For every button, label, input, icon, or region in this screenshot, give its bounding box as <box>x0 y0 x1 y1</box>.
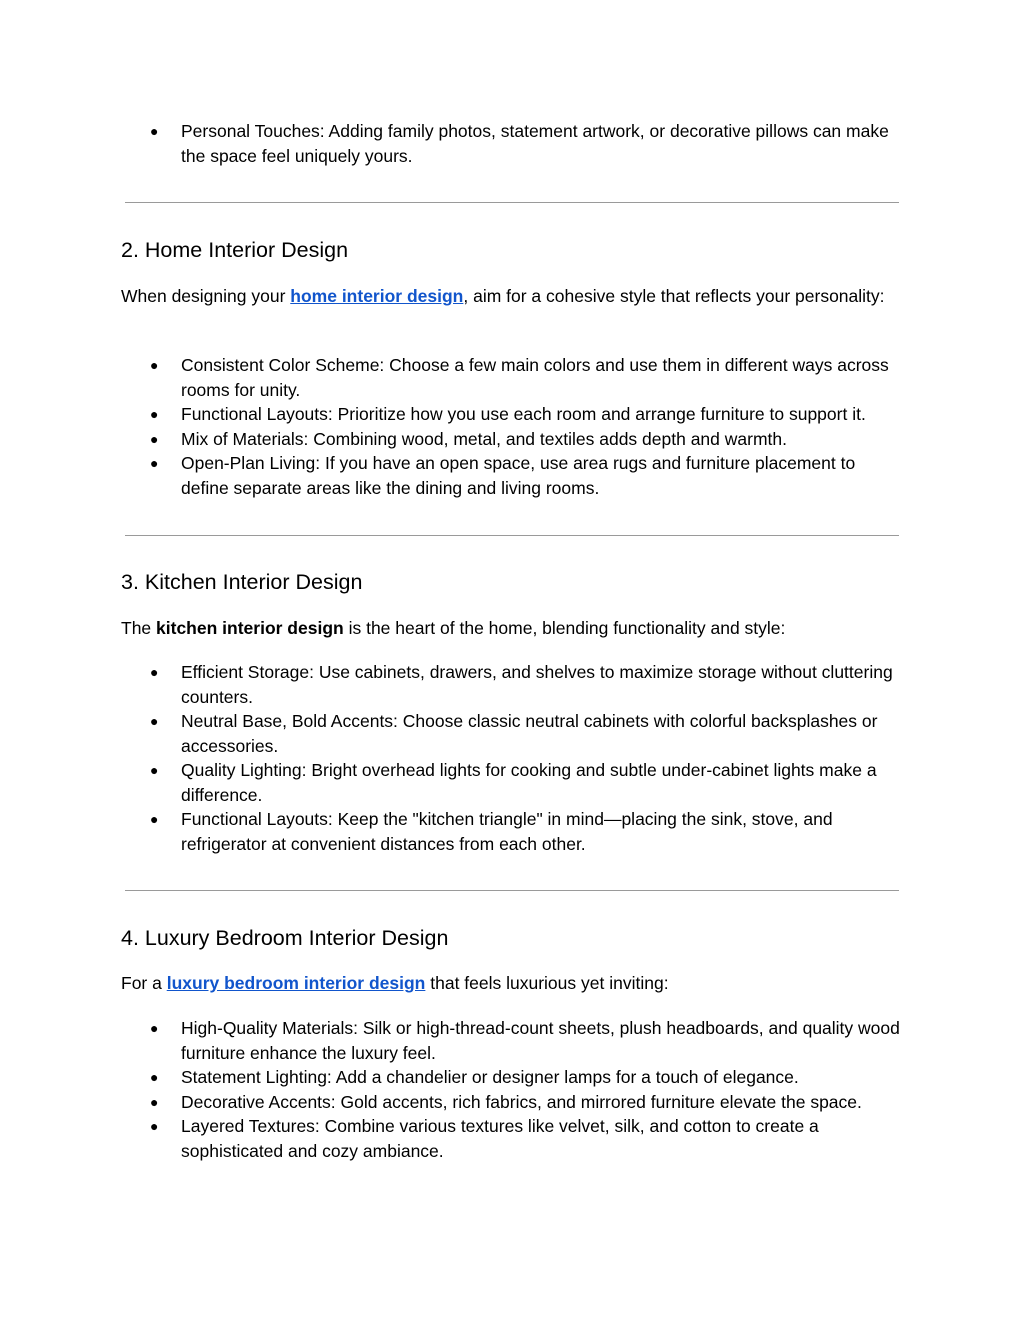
section-bullet-list <box>0 660 907 856</box>
list-item <box>0 451 907 500</box>
bullet-icon: ● <box>150 357 159 373</box>
list-item-text: Layered Textures: Combine various textures like velvet, silk, and cotton to create a sophisticated and cozy ambiance. <box>181 1116 819 1161</box>
intro-text: For a <box>121 973 167 993</box>
bullet-icon: ● <box>150 811 159 827</box>
list-item <box>0 758 907 807</box>
list-item-text: Statement Lighting: Add a chandelier or designer lamps for a touch of elegance. <box>181 1067 799 1087</box>
intro-text: , aim for a cohesive style that reflects your personality: <box>463 286 885 306</box>
top-bullet-list <box>0 119 907 168</box>
list-item-text: Functional Layouts: Prioritize how you use each room and arrange furniture to support it. <box>181 404 866 424</box>
intro-text: is the heart of the home, blending functionality and style: <box>343 618 786 638</box>
bullet-icon: ● <box>150 1118 159 1134</box>
list-item-text: Open-Plan Living: If you have an open space, use area rugs and furniture placement to define separate areas like the dining and living rooms. <box>181 453 856 498</box>
list-item <box>0 1090 907 1115</box>
section-intro <box>121 616 901 641</box>
bullet-icon: ● <box>150 430 159 447</box>
list-item-text: Personal Touches: Adding family photos, statement artwork, or decorative pillows can make the space feel uniquely yours. <box>181 121 889 166</box>
list-item-text: Efficient Storage: Use cabinets, drawers, and shelves to maximize storage without cluttering counters. <box>181 662 893 707</box>
list-item <box>0 427 907 452</box>
bullet-icon: ● <box>150 123 159 139</box>
section-intro <box>121 971 901 996</box>
section-heading: 3. Kitchen Interior Design <box>121 570 363 594</box>
bullet-icon: ● <box>150 1069 159 1085</box>
bullet-icon: ● <box>150 1020 159 1036</box>
section-heading: 4. Luxury Bedroom Interior Design <box>121 926 449 950</box>
bullet-icon: ● <box>150 1093 159 1110</box>
section-heading: 2. Home Interior Design <box>121 238 349 262</box>
horizontal-rule <box>125 890 899 891</box>
intro-text: When designing your <box>121 286 291 306</box>
list-item <box>0 119 907 168</box>
bullet-icon: ● <box>150 713 159 729</box>
list-item <box>0 660 907 709</box>
intro-text: that feels luxurious yet inviting: <box>425 973 669 993</box>
list-item-text: Quality Lighting: Bright overhead lights for cooking and subtle under-cabinet lights make a difference. <box>181 760 877 805</box>
list-item <box>0 353 907 402</box>
list-item <box>0 1065 907 1090</box>
intro-text: The <box>121 618 157 638</box>
horizontal-rule <box>125 535 899 536</box>
bullet-icon: ● <box>150 406 159 422</box>
list-item-text: Mix of Materials: Combining wood, metal, and textiles adds depth and warmth. <box>181 428 787 449</box>
list-item <box>0 807 907 856</box>
list-item-text: Neutral Base, Bold Accents: Choose classic neutral cabinets with colorful backsplashes or accessories. <box>181 711 878 756</box>
list-item-text: Consistent Color Scheme: Choose a few main colors and use them in different ways across rooms for unity. <box>181 355 889 400</box>
section-bullet-list <box>0 353 907 500</box>
horizontal-rule <box>125 202 899 203</box>
section-bullet-list <box>0 1016 907 1163</box>
section-intro <box>121 284 901 309</box>
list-item-text: Functional Layouts: Keep the "kitchen triangle" in mind—placing the sink, stove, and refrigerator at convenient distances from each other. <box>181 809 833 854</box>
list-item <box>0 1114 907 1163</box>
list-item-text: High-Quality Materials: Silk or high-thread-count sheets, plush headboards, and quality wood furniture enhance the luxury feel. <box>181 1018 900 1063</box>
list-item <box>0 1016 907 1065</box>
intro-bold-text: kitchen interior design <box>156 618 344 638</box>
bullet-icon: ● <box>150 455 159 471</box>
bullet-icon: ● <box>150 664 159 680</box>
list-item-text: Decorative Accents: Gold accents, rich fabrics, and mirrored furniture elevate the space. <box>181 1091 862 1112</box>
home-interior-design-link[interactable]: home interior design <box>290 286 464 306</box>
list-item <box>0 402 907 427</box>
bullet-icon: ● <box>150 762 159 778</box>
luxury-bedroom-interior-design-link[interactable]: luxury bedroom interior design <box>166 973 426 993</box>
list-item <box>0 709 907 758</box>
